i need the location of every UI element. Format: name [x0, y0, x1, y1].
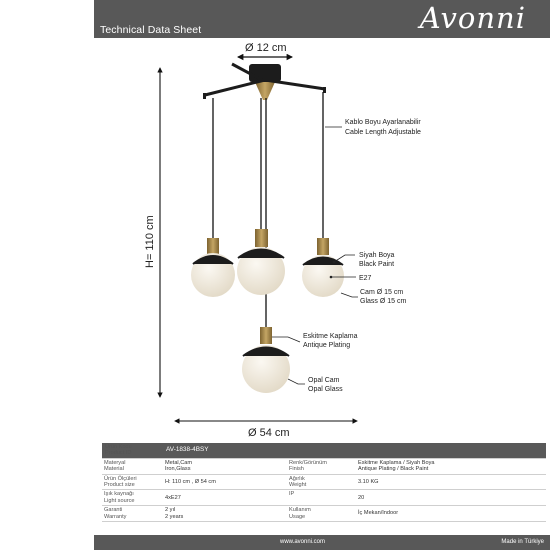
cable-callout-tr: Kablo Boyu Ayarlanabilir: [345, 119, 421, 126]
pendant-right: [302, 238, 344, 297]
opal-leader: [288, 379, 305, 384]
product-code-value: AV-1838-4BSY: [166, 446, 209, 454]
paint-leader-dot: [333, 261, 336, 264]
material-value-tr: Metal,Cam: [165, 459, 193, 466]
warranty-value-tr: 2 yıl: [165, 507, 176, 514]
width-label: Ø 54 cm: [248, 427, 290, 439]
glass-callout-en: Glass Ø 15 cm: [360, 298, 407, 305]
paint-callout-tr: Siyah Boya: [359, 252, 395, 259]
footer-url[interactable]: www.avonni.com: [280, 539, 326, 545]
spec-header-row: [102, 443, 546, 458]
size-label-en: Product size: [104, 482, 135, 489]
warranty-value-en: 2 years: [165, 513, 184, 520]
product-code-label-en: Product ID: [105, 450, 132, 457]
light-label-tr: Işık kaynağı: [104, 491, 134, 498]
plating-callout-tr: Eskitme Kaplama: [303, 333, 358, 340]
warranty-label-en: Warranty: [104, 513, 127, 520]
header-bar: [94, 0, 550, 38]
canopy: [203, 64, 326, 100]
finish-label-tr: Renk/Görünüm: [289, 459, 327, 466]
warranty-label-tr: Garanti: [104, 507, 123, 514]
pendant-left: [191, 238, 235, 297]
canopy-diameter-label: Ø 12 cm: [245, 42, 287, 54]
sheet-title: Technical Data Sheet: [100, 24, 202, 36]
finish-value-en: Antique Plating / Black Paint: [358, 466, 429, 473]
socket-callout: E27: [359, 275, 372, 282]
product-code-label-tr: Ürün Kodu: [105, 444, 132, 450]
weight-label-tr: Ağırlık: [289, 475, 305, 482]
material-value-en: Iron,Glass: [165, 466, 191, 473]
cables: [213, 92, 323, 330]
light-label-en: Light source: [104, 497, 135, 504]
spec-row-light: [102, 490, 546, 506]
ip-value: 20: [358, 494, 365, 501]
cable-callout-en: Cable Length Adjustable: [345, 129, 421, 136]
footer-bar: [94, 535, 550, 550]
usage-label-en: Usage: [289, 513, 306, 520]
opal-callout-tr: Opal Cam: [308, 377, 340, 384]
size-value: H: 110 cm , Ø 54 cm: [165, 478, 216, 485]
finish-value-tr: Eskitme Kaplama / Siyah Boya: [358, 459, 435, 466]
light-value: 4xE27: [165, 494, 181, 501]
glass-callout-tr: Cam Ø 15 cm: [360, 289, 404, 296]
height-label: H= 110 cm: [144, 215, 156, 268]
product-drawing: [0, 40, 550, 450]
size-label-tr: Ürün Ölçüleri: [104, 475, 137, 482]
finish-label-en: Finish: [289, 466, 304, 473]
weight-label-en: Weight: [289, 482, 307, 489]
plating-callout-en: Antique Plating: [303, 342, 351, 349]
usage-label-tr: Kullanım: [289, 507, 311, 514]
usage-value: İç Mekan/Indoor: [358, 510, 399, 517]
ip-label: IP: [289, 491, 295, 498]
plating-leader: [272, 337, 300, 342]
spec-row-size: [102, 474, 546, 490]
paint-callout-en: Black Paint: [359, 261, 395, 268]
socket-leader-dot: [330, 276, 333, 279]
spec-row-material: [102, 458, 546, 474]
spec-row-warranty: [102, 506, 546, 522]
opal-callout-en: Opal Glass: [308, 386, 343, 393]
brand-logo: Avonni: [419, 1, 526, 35]
material-label-tr: Materyal: [104, 459, 126, 466]
glass-leader: [341, 293, 358, 297]
weight-value: 3.10 KG: [358, 478, 379, 485]
footer-made-in: Made in Türkiye: [501, 539, 544, 545]
material-label-en: Material: [104, 466, 124, 473]
spec-table: [102, 443, 546, 522]
pendant-center: [237, 229, 285, 295]
